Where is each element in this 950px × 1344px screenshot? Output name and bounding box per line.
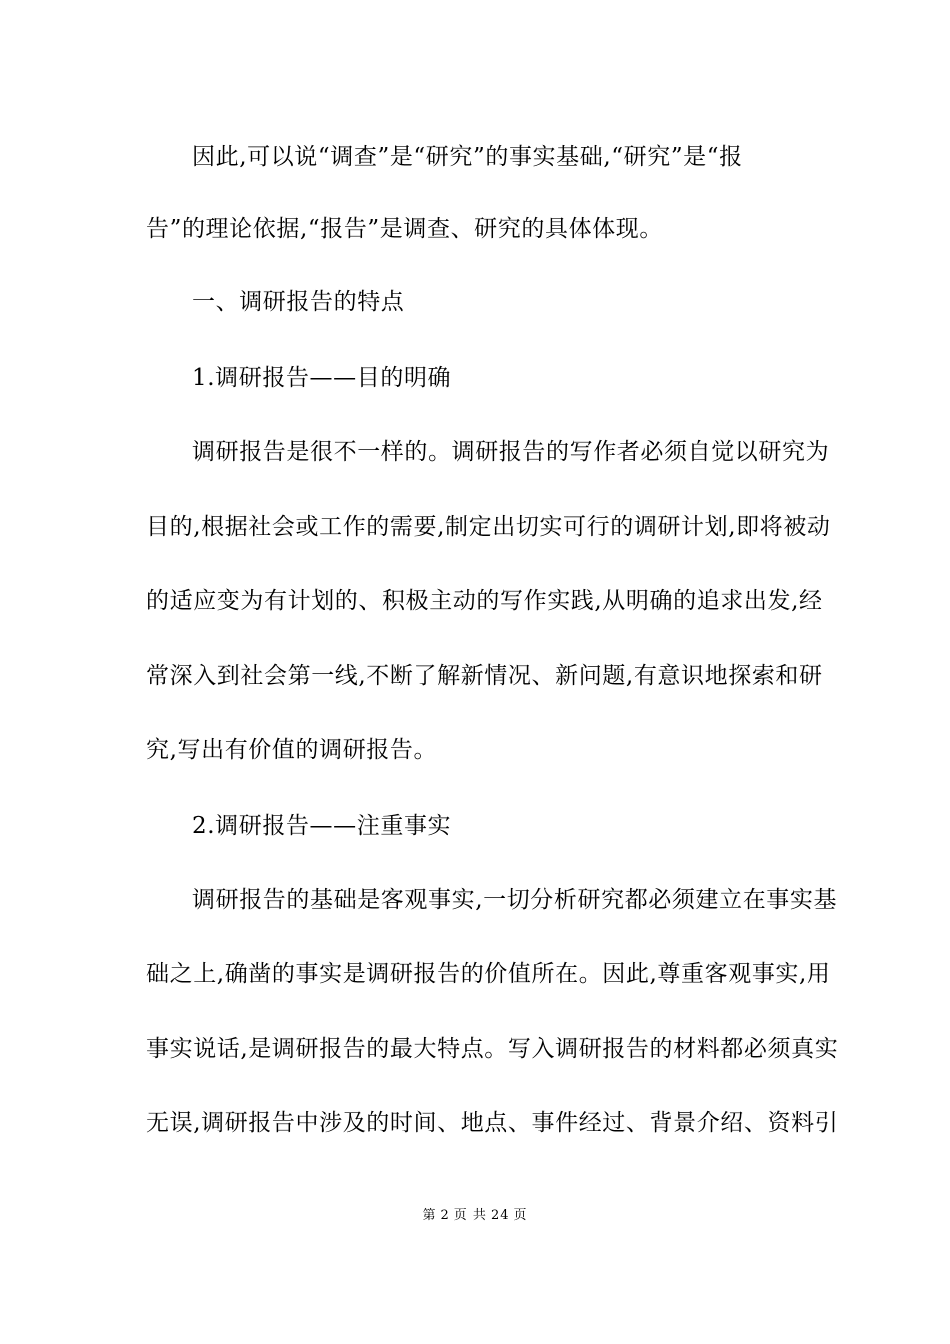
paragraph-1-line-2: 告”的理论依据,“报告”是调查、研究的具体体现。: [146, 216, 663, 242]
footer-total-pages: 24: [490, 1208, 510, 1223]
paragraph-3-line-3: 事实说话,是调研报告的最大特点。写入调研报告的材料都必须真实: [146, 1036, 839, 1062]
paragraph-3-line-2: 础之上,确凿的事实是调研报告的价值所在。因此,尊重客观事实,用: [146, 961, 831, 987]
paragraph-1-line-1: 因此,可以说“调查”是“研究”的事实基础,“研究”是“报: [192, 144, 743, 170]
paragraph-2-line-1: 调研报告是很不一样的。调研报告的写作者必须自觉以研究为: [192, 439, 830, 465]
page-footer: [0, 1207, 950, 1225]
footer-current-page: 2: [440, 1208, 450, 1223]
paragraph-2-line-2: 目的,根据社会或工作的需要,制定出切实可行的调研计划,即将被动: [146, 514, 831, 540]
paragraph-2-line-3: 的适应变为有计划的、积极主动的写作实践,从明确的追求出发,经: [146, 588, 823, 614]
paragraph-2-line-5: 究,写出有价值的调研报告。: [146, 737, 438, 763]
paragraph-3-line-1: 调研报告的基础是客观事实,一切分析研究都必须建立在事实基: [192, 887, 838, 913]
footer-prefix: 第: [422, 1208, 437, 1223]
section-heading-features: 一、调研报告的特点: [192, 289, 405, 315]
footer-middle: 页 共: [453, 1208, 487, 1223]
paragraph-2-line-4: 常深入到社会第一线,不断了解新情况、新问题,有意识地探索和研: [146, 663, 823, 689]
subheading-purpose: 1.调研报告——目的明确: [192, 365, 452, 391]
paragraph-3-line-4: 无误,调研报告中涉及的时间、地点、事件经过、背景介绍、资料引: [146, 1110, 839, 1136]
footer-suffix: 页: [513, 1208, 528, 1223]
subheading-facts: 2.调研报告——注重事实: [192, 813, 452, 839]
